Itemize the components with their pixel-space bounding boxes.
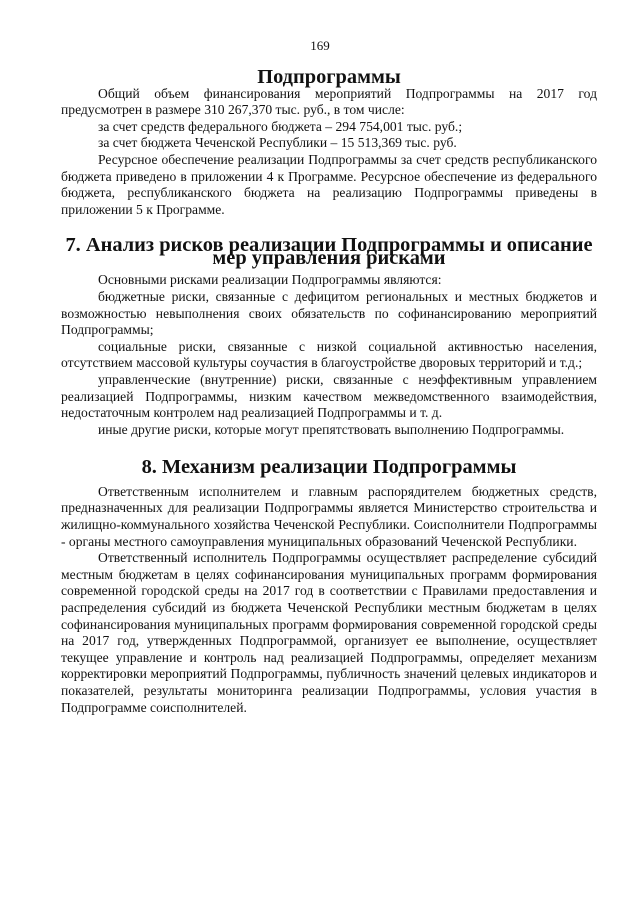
paragraph: за счет бюджета Чеченской Республики – 15 513,369 тыс. руб. (98, 135, 457, 151)
paragraph: Ответственный исполнитель Подпрограммы осуществляет распределение субсидий местным бюджетам в целях софинансирования муниципальных программ формирования современной городской среды на 2017 год в соответствии с Правилами предоставления и распределения субсидий из бюджета Чеченской Республики местным бюджетам в целях софинансирования муниципальных программ формирования современной городской среды на 2017 год, утвержденных Подпрограммой, организует ее выполнение, осуществляет текущее управление и контроль над реализацией Подпрограммы, определяет механизм корректировки мероприятий Подпрограммы, публичность значений целевых индикаторов и показателей, результаты мониторинга реализации Подпрограммы, условия участия в Подпрограмме соисполнителей. (61, 550, 597, 715)
paragraph: управленческие (внутренние) риски, связанные с неэффективным управлением реализацией Подпрограммы, низким качеством межведомственного взаимодействия, недостаточным контролем над реализацией Подпрограммы и т. д. (61, 371, 597, 421)
paragraph: за счет средств федерального бюджета – 294 754,001 тыс. руб.; (98, 118, 463, 134)
page-number: 169 (310, 38, 330, 53)
section-title-mechanism: 8. Механизм реализации Подпрограммы (141, 456, 517, 479)
paragraph: иные другие риски, которые могут препятствовать выполнению Подпрограммы. (98, 421, 565, 437)
paragraph: бюджетные риски, связанные с дефицитом региональных и местных бюджетов и возможностью невыполнения своих обязательств по софинансированию мероприятий Подпрограммы; (61, 288, 597, 338)
paragraph: Ресурсное обеспечение реализации Подпрограммы за счет средств республиканского бюджета приведено в приложении 4 к Программе. Ресурсное обеспечение из федерального бюджета, республиканского бюджета на реализацию Подпрограммы приведены в приложении 5 к Программе. (61, 151, 597, 217)
page-content (61, 66, 597, 716)
section-title-subprograms: Подпрограммы (257, 66, 401, 88)
paragraph: Общий объем финансирования мероприятий Подпрограммы на 2017 год предусмотрен в размере 310 267,370 тыс. руб., в том числе: (61, 85, 597, 118)
section-title-risk-analysis: 7. Анализ рисков реализации Подпрограммы и описание мер управления рисками (65, 234, 593, 269)
paragraph: Ответственным исполнителем и главным распорядителем бюджетных средств, предназначенных для реализации Подпрограммы является Министерство строительства и жилищно-коммунального хозяйства Чеченской Республики. Соисполнители Подпрограммы - органы местного самоуправления муниципальных образований Чеченской Республики. (61, 483, 597, 549)
paragraph: Основными рисками реализации Подпрограммы являются: (98, 272, 442, 288)
paragraph: социальные риски, связанные с низкой социальной активностью населения, отсутствием массовой культуры соучастия в благоустройстве дворовых территорий и т.д.; (61, 338, 597, 371)
